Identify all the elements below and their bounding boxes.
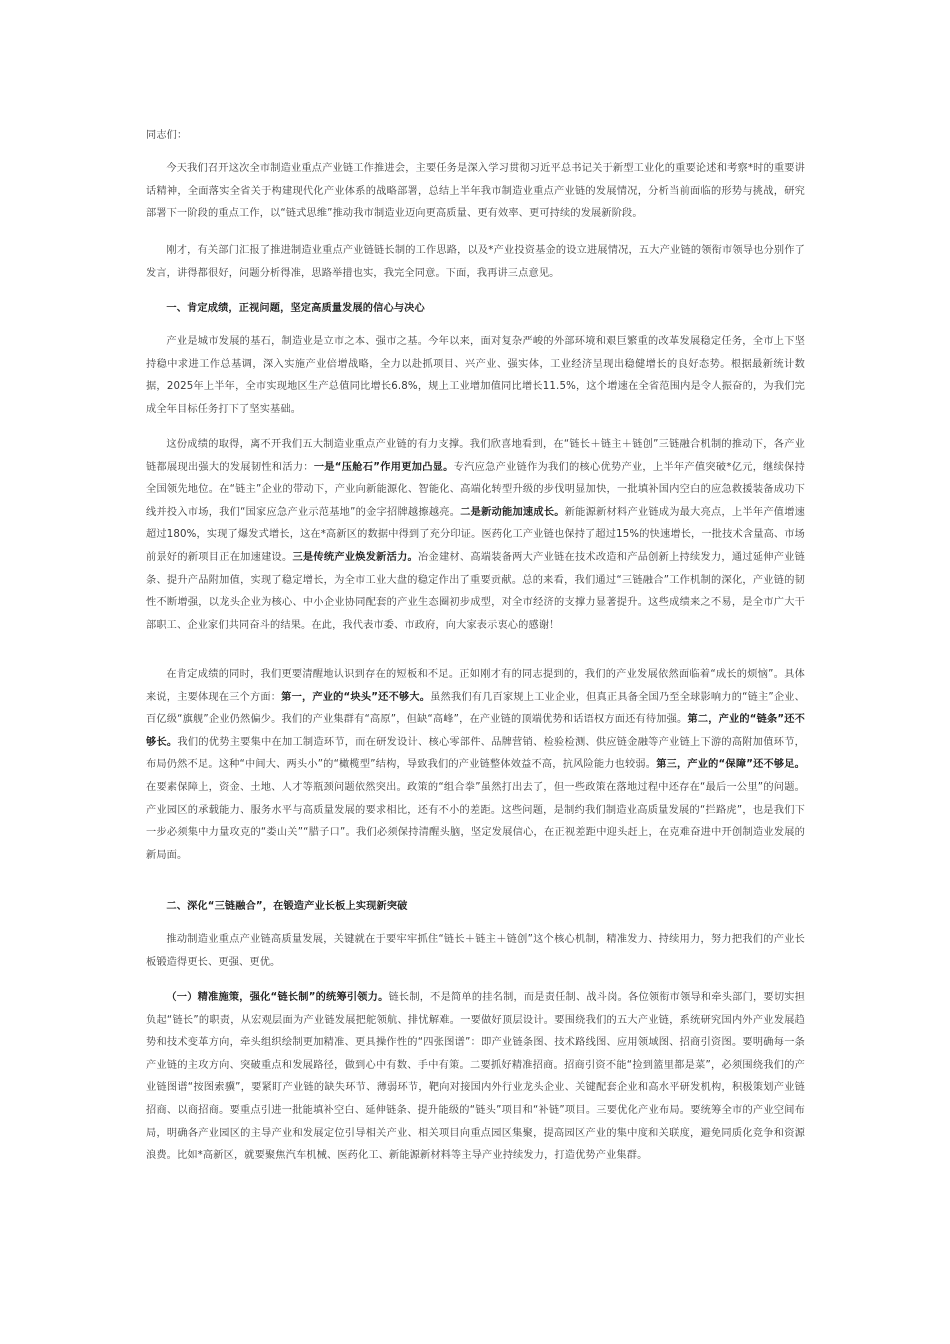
text-run: 专汽应急产业链作为我们的核心优势产业，上半年产值突破*亿元，继续保持全国领先地位。在“链主”企业的带动下，产业向新能源化、智能化、高端化转型升级的步伐明显加快，一批填补国内空白的应急救援装备成功下线并投入市场，我们“国家应急产业示范基地”的金字招牌越擦越亮。: [146, 461, 805, 518]
bold-point-1: 一是“压舱石”作用更加凸显。: [313, 461, 454, 473]
paragraph-opening: 今天我们召开这次全市制造业重点产业链工作推进会，主要任务是深入学习贯彻习近平总书记关于新型工业化的重要论述和考察*时的重要讲话精神，全面落实全省关于构建现代化产业体系的战略部署，总结上半年我市制造业重点产业链的发展情况，分析当前面临的形势与挑战，研究部署下一阶段的重点工作，以“链式思维”推动我市制造业迈向更高质量、更有效率、更可持续的发展新阶段。: [146, 163, 805, 220]
paragraph-achievements: 产业是城市发展的基石，制造业是立市之本、强市之基。今年以来，面对复杂严峻的外部环境和艰巨繁重的改革发展稳定任务，全市上下坚持稳中求进工作总基调，深入实施产业倍增战略，全力以赴抓项目、兴产业、强实体，工业经济呈现出稳健增长的良好态势。根据最新统计数据，2025年上半年，全市实现地区生产总值同比增长6.8%，规上工业增加值同比增长11.5%，这个增速在全省范围内是令人振奋的，为我们完成全年目标任务打下了坚实基础。: [146, 336, 805, 415]
paragraph-shortcomings: [146, 664, 805, 867]
bold-point-2: 第二，产业的“链条”还不够长。: [146, 714, 805, 748]
bold-point-3: 三是传统产业焕发新活力。: [292, 551, 419, 563]
text-run: 虽然我们有几百家规上工业企业，但真正具备全国乃至全球影响力的“链主”企业、百亿级“旗舰”企业仍然偏少。我们的产业集群有“高原”，但缺“高峰”，在产业链的顶端优势和话语权方面还有待加强。: [146, 691, 805, 726]
text-run: 我们的优势主要集中在加工制造环节，而在研发设计、核心零部件、品牌营销、检验检测、供应链金融等产业链上下游的高附加值环节，布局仍然不足。这种“中间大、两头小”的“橄榄型”结构，导致我们的产业链整体效益不高，抗风险能力也较弱。: [146, 736, 805, 771]
text-run: 新能源新材料产业链成为最大亮点，上半年产值增速超过180%，实现了爆发式增长，这在*高新区的数据中得到了充分印证。医药化工产业链也保持了超过15%的快速增长，一批技术含量高、市场前景好的新项目正在加速建设。: [146, 506, 806, 563]
text-run: 在要素保障上，资金、土地、人才等瓶颈问题依然突出。政策的“组合拳”虽然打出去了，但一些政策在落地过程中还存在“最后一公里”的问题。产业园区的承载能力、服务水平与高质量发展的要求相比，还有不小的差距。这些问题，是制约我们制造业高质量发展的“拦路虎”，也是我们下一步必须集中力量攻克的“娄山关”“腊子口”。我们必须保持清醒头脑，坚定发展信心，在正视差距中迎头赶上，在克难奋进中开创制造业发展的新局面。: [146, 781, 805, 861]
bold-subheading: （一）精准施策，强化“链长制”的统筹引领力。: [166, 992, 389, 1003]
paragraph-remarks: 刚才，有关部门汇报了推进制造业重点产业链链长制的工作思路，以及*产业投资基金的设立进展情况，五大产业链的领衔市领导也分别作了发言，讲得都很好，问题分析得准，思路举措也实，我完全同意。下面，我再讲三点意见。: [146, 245, 805, 279]
section-heading-2: 二、深化“三链融合”，在锻造产业长板上实现新突破: [166, 901, 408, 912]
text-run: 这份成绩的取得，离不开我们五大制造业重点产业链的有力支撑。我们欣喜地看到，在“链长＋链主＋链创”三链融合机制的推动下，各产业链都展现出强大的发展韧性和活力：: [146, 439, 805, 473]
paragraph-industry-chains: [146, 434, 805, 637]
paragraph-three-chains: 推动制造业重点产业链高质量发展，关键就在于要牢牢抓住“链长＋链主＋链创”这个核心机制，精准发力、持续用力，努力把我们的产业长板锻造得更长、更强、更优。: [146, 934, 805, 968]
paragraph-chain-leader: [146, 987, 805, 1168]
text-run: 链长制，不是简单的挂名制，而是责任制、战斗岗。各位领衔市领导和牵头部门，要切实担负起“链长”的职责，从宏观层面为产业链发展把舵领航、排忧解难。一要做好顶层设计。要围绕我们的五大产业链，系统研究国内外产业发展趋势和技术变革方向，牵头组织绘制更加精准、更具操作性的“四张图谱”：即产业链条图、技术路线图、应用领域图、招商引资图。要明确每一条产业链的主攻方向、突破重点和发展路径，做到心中有数、手中有策。二要抓好精准招商。招商引资不能“捡到篮里都是菜”，必须围绕我们的产业链图谱“按图索骥”，要紧盯产业链的缺失环节、薄弱环节，靶向对接国内外行业龙头企业、关键配套企业和高水平研发机构，积极策划产业链招商、以商招商。要重点引进一批能填补空白、延伸链条、提升能级的“链头”项目和“补链”项目。三要优化产业布局。要统筹全市的产业空间布局，明确各产业园区的主导产业和发展定位引导相关产业、相关项目向重点园区集聚，提高园区产业的集中度和关联度，避免同质化竞争和资源浪费。比如*高新区，就要聚焦汽车机械、医药化工、新能源新材料等主导产业持续发力，打造优势产业集群。: [146, 992, 805, 1162]
bold-point-1: 第一，产业的“块头”还不够大。: [281, 691, 431, 703]
salutation: 同志们：: [146, 130, 188, 141]
bold-point-3: 第三，产业的“保障”还不够足。: [656, 759, 806, 771]
section-heading-1: 一、肯定成绩，正视问题，坚定高质量发展的信心与决心: [166, 303, 425, 314]
text-run: 冶金建材、高端装备两大产业链在技术改造和产品创新上持续发力，通过延伸产业链条、提升产品附加值，实现了稳定增长，为全市工业大盘的稳定作出了重要贡献。总的来看，我们通过“三链融合”工作机制的深化，产业链的韧性不断增强，以龙头企业为核心、中小企业协同配套的产业生态圈初步成型，对全市经济的支撑力显著提升。这些成绩来之不易，是全市广大干部职工、企业家们共同奋斗的结果。在此，我代表市委、市政府，向大家表示衷心的感谢！: [146, 551, 805, 631]
text-run: 在肯定成绩的同时，我们更要清醒地认识到存在的短板和不足。正如刚才有的同志提到的，我们的产业发展依然面临着“成长的烦恼”。具体来说，主要体现在三个方面：: [146, 669, 805, 703]
bold-point-2: 二是新动能加速成长。: [460, 506, 565, 518]
